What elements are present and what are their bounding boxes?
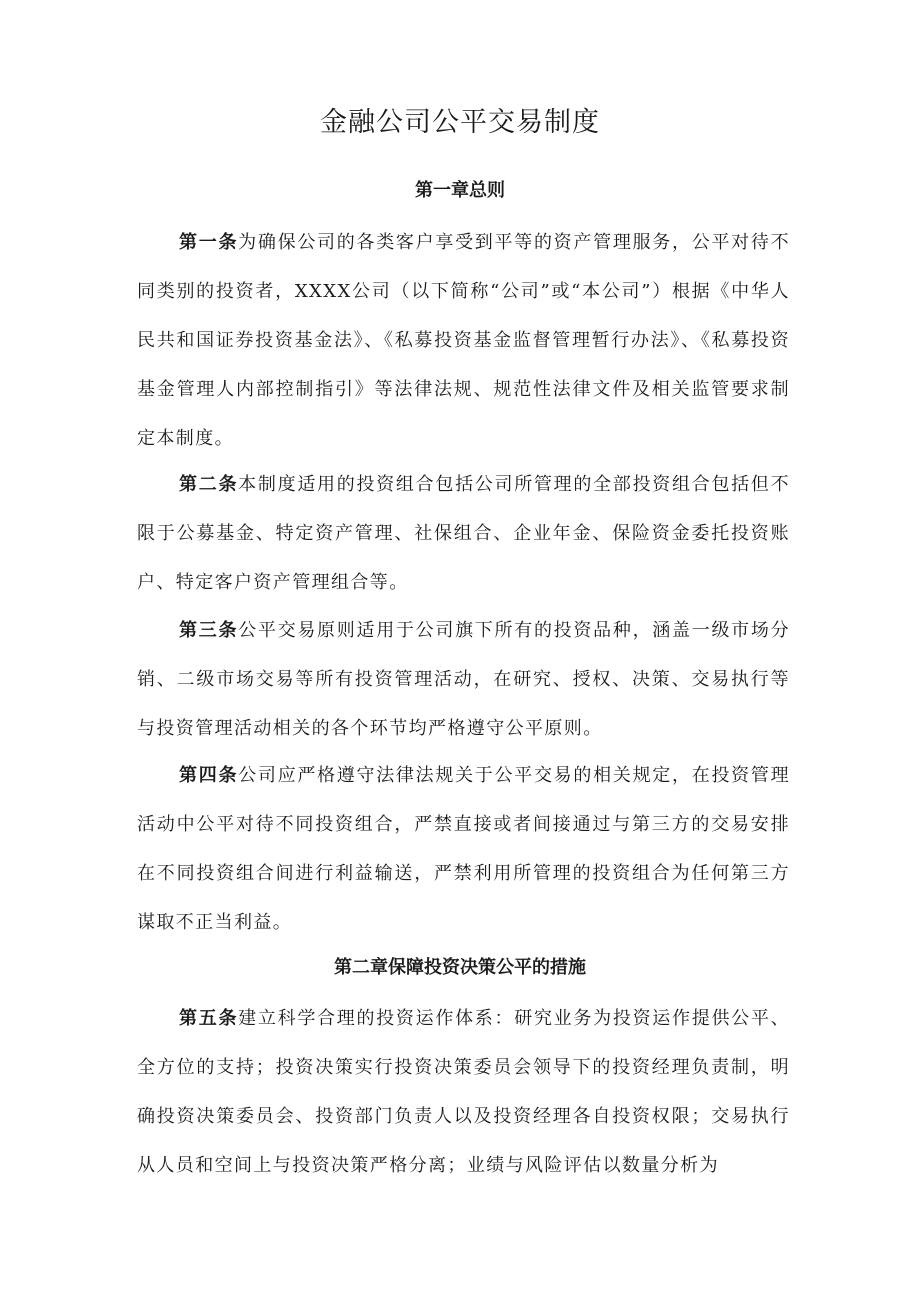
- article-5: [137, 994, 790, 1190]
- article-3-label: 第三条: [179, 620, 239, 641]
- chapter-heading-general-provisions: 第一章总则: [415, 180, 505, 201]
- article-4: [137, 751, 790, 947]
- article-4-label: 第四条: [179, 765, 239, 786]
- article-1-text: 为确保公司的各类客户享受到平等的资产管理服务，公平对待不同类别的投资者，XXXX公司（以下简称“公司”或“本公司”）根据《中华人民共和国证券投资基金法》、《私募投资基金监督管理暂行办法》、《私募投资基金管理人内部控制指引》等法律法规、规范性法律文件及相关监管要求制定本制度。: [137, 232, 791, 449]
- article-4-text: 公司应严格遵守法律法规关于公平交易的相关规定，在投资管理活动中公平对待不同投资组合，严禁直接或者间接通过与第三方的交易安排在不同投资组合间进行利益输送，严禁利用所管理的投资组合为任何第三方谋取不正当利益。: [137, 765, 791, 933]
- article-1: [137, 218, 790, 463]
- chapter-heading-fair-decision-measures: 第二章保障投资决策公平的措施: [334, 957, 586, 978]
- article-3-text: 公平交易原则适用于公司旗下所有的投资品种，涵盖一级市场分销、二级市场交易等所有投资管理活动，在研究、授权、决策、交易执行等与投资管理活动相关的各个环节均严格遵守公平原则。: [137, 620, 791, 739]
- article-3: [137, 606, 790, 753]
- article-5-text: 建立科学合理的投资运作体系：研究业务为投资运作提供公平、全方位的支持；投资决策实行投资决策委员会领导下的投资经理负责制，明确投资决策委员会、投资部门负责人以及投资经理各自投资权限；交易执行从人员和空间上与投资决策严格分离；业绩与风险评估以数量分析为: [137, 1008, 791, 1176]
- article-1-label: 第一条: [179, 232, 239, 253]
- article-2: [137, 460, 790, 607]
- article-5-label: 第五条: [179, 1008, 239, 1029]
- document-title: 金融公司公平交易制度: [320, 107, 600, 138]
- article-2-label: 第二条: [179, 474, 239, 495]
- article-2-text: 本制度适用的投资组合包括公司所管理的全部投资组合包括但不限于公募基金、特定资产管理、社保组合、企业年金、保险资金委托投资账户、特定客户资产管理组合等。: [137, 474, 791, 593]
